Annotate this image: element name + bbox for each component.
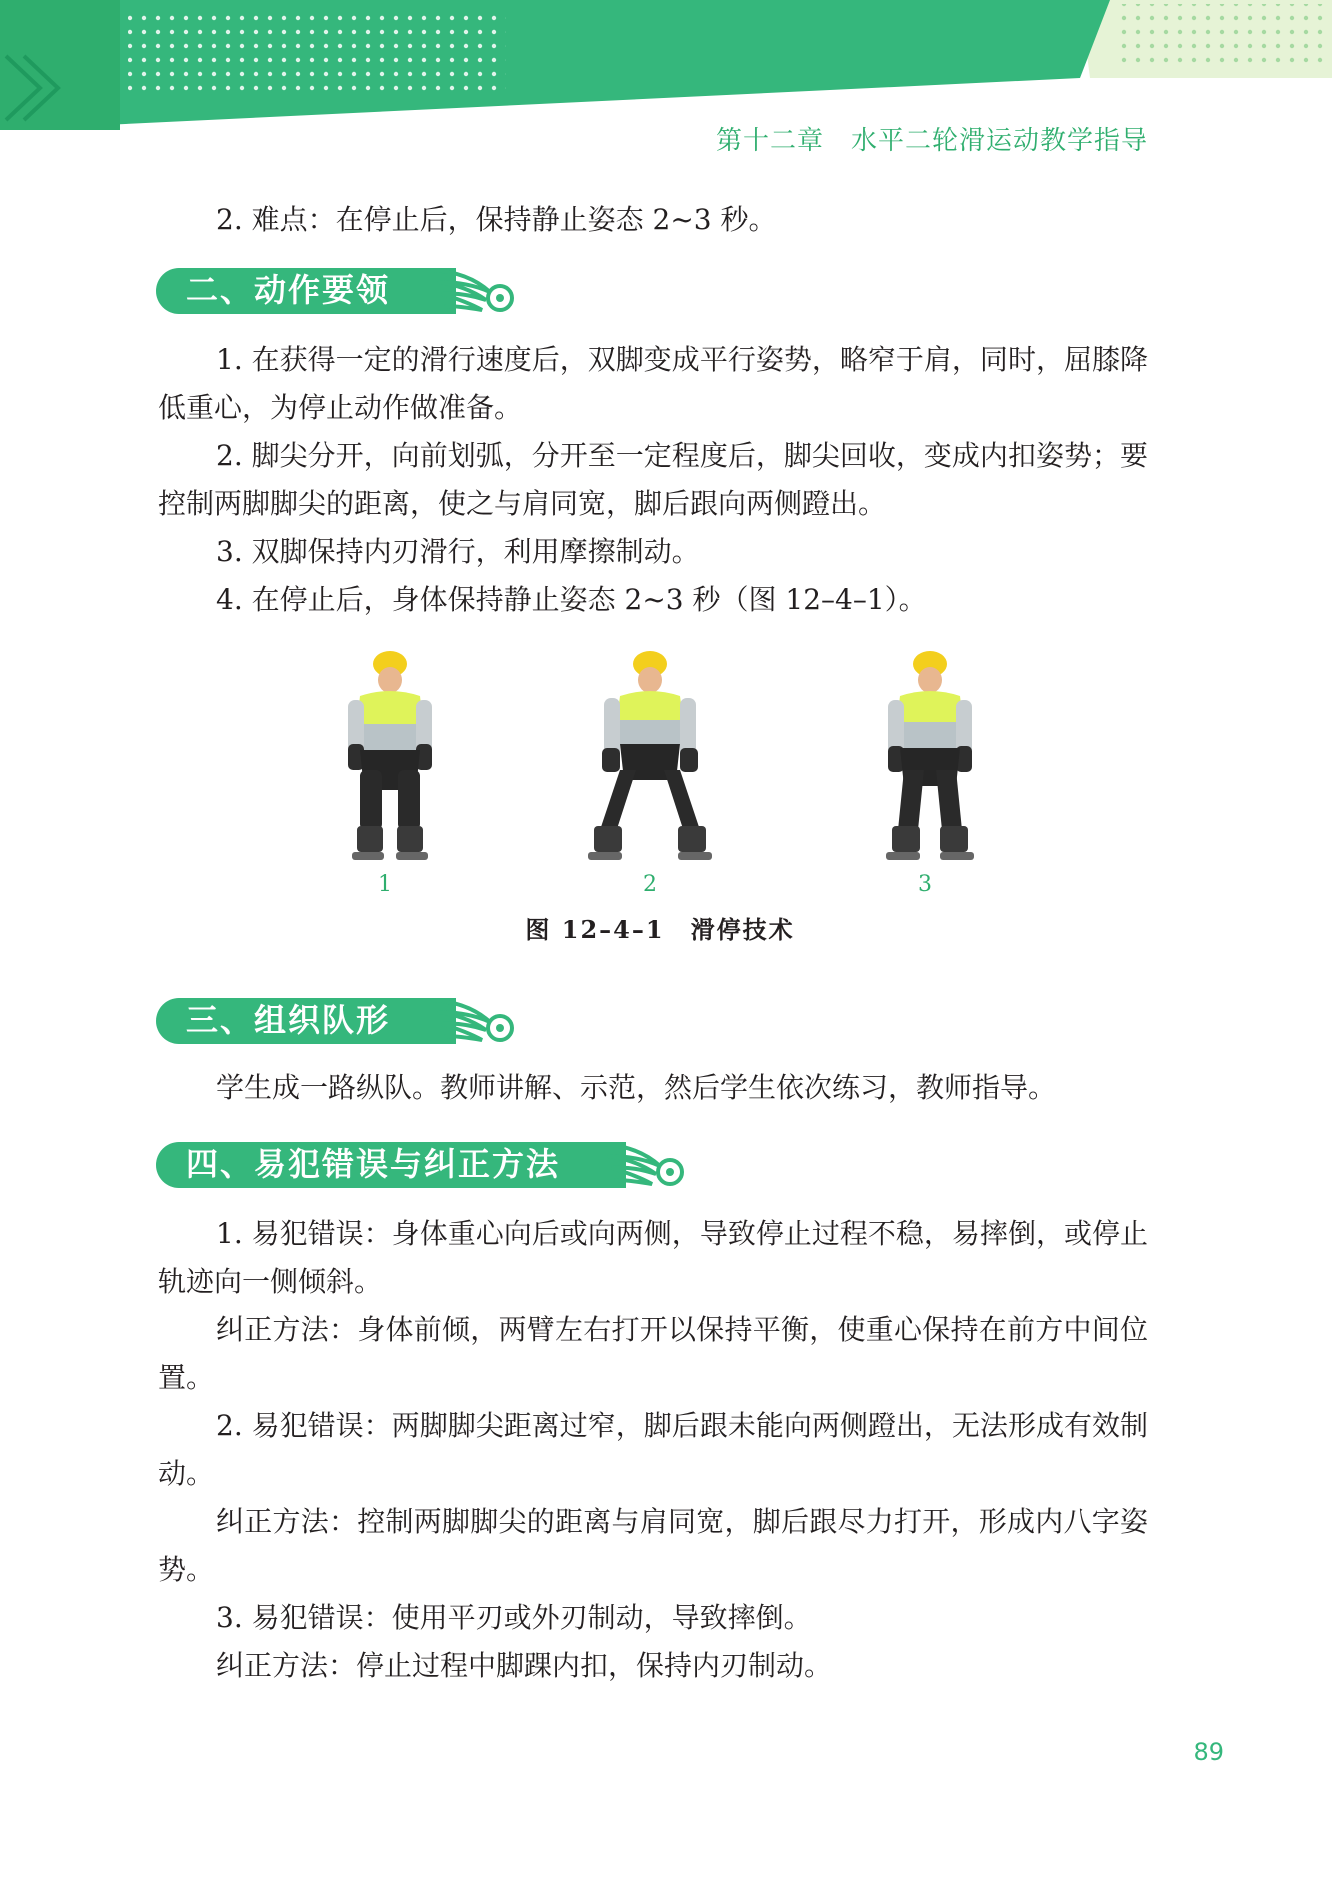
section2-body — [158, 336, 1148, 624]
paragraph: 纠正方法：控制两脚脚尖的距离与肩同宽，脚后跟尽力打开，形成内八字姿势。 — [158, 1505, 1148, 1586]
page-number: 89 — [1193, 1738, 1224, 1766]
header-banner — [0, 0, 1332, 130]
figure-label: 1 — [378, 872, 392, 897]
paragraph: 2. 易犯错误：两脚脚尖距离过窄，脚后跟未能向两侧蹬出，无法形成有效制动。 — [158, 1409, 1148, 1490]
paragraph: 纠正方法：身体前倾，两臂左右打开以保持平衡，使重心保持在前方中间位置。 — [158, 1313, 1148, 1394]
section-heading-formation — [156, 992, 516, 1048]
section-heading-label: 二、动作要领 — [186, 271, 391, 309]
paragraph: 2. 脚尖分开，向前划弧，分开至一定程度后，脚尖回收，变成内扣姿势；要控制两脚脚尖的距离，使之与肩同宽，脚后跟向两侧蹬出。 — [158, 439, 1148, 520]
section-heading-label: 四、易犯错误与纠正方法 — [186, 1145, 561, 1183]
section-heading-key-points — [156, 262, 516, 318]
chapter-title: 第十二章 水平二轮滑运动教学指导 — [715, 126, 1148, 156]
paragraph: 1. 易犯错误：身体重心向后或向两侧，导致停止过程不稳，易摔倒，或停止轨迹向一侧倾斜。 — [158, 1217, 1148, 1298]
paragraph: 3. 易犯错误：使用平刃或外刃制动，导致摔倒。 — [216, 1601, 812, 1634]
section-heading-common-errors — [156, 1136, 696, 1192]
figure-caption: 图 12–4–1 滑停技术 — [525, 915, 795, 944]
wing-target-icon — [428, 992, 518, 1048]
section3-body — [158, 1064, 1148, 1112]
paragraph: 学生成一路纵队。教师讲解、示范，然后学生依次练习，教师指导。 — [216, 1071, 1057, 1104]
paragraph: 3. 双脚保持内刃滑行，利用摩擦制动。 — [216, 535, 700, 568]
skater-photo-3 — [870, 640, 990, 870]
section-heading-label: 三、组织队形 — [186, 1001, 391, 1039]
paragraph: 1. 在获得一定的滑行速度后，双脚变成平行姿势，略窄于肩，同时，屈膝降低重心，为停止动作做准备。 — [158, 343, 1148, 424]
paragraph: 纠正方法：停止过程中脚踝内扣，保持内刃制动。 — [216, 1649, 833, 1682]
paragraph: 4. 在停止后，身体保持静止姿态 2~3 秒（图 12–4–1）。 — [216, 583, 927, 616]
skater-photo-2 — [580, 640, 720, 870]
skater-photo-1 — [330, 640, 450, 870]
figure-label: 3 — [918, 872, 932, 897]
wing-target-icon — [598, 1136, 688, 1192]
intro-block — [158, 196, 1148, 244]
wing-target-icon — [428, 262, 518, 318]
section4-body — [158, 1210, 1148, 1690]
intro-line: 2. 难点：在停止后，保持静止姿态 2~3 秒。 — [216, 203, 777, 236]
figure-label: 2 — [643, 872, 657, 897]
figure-sliding-stop — [300, 640, 1020, 944]
